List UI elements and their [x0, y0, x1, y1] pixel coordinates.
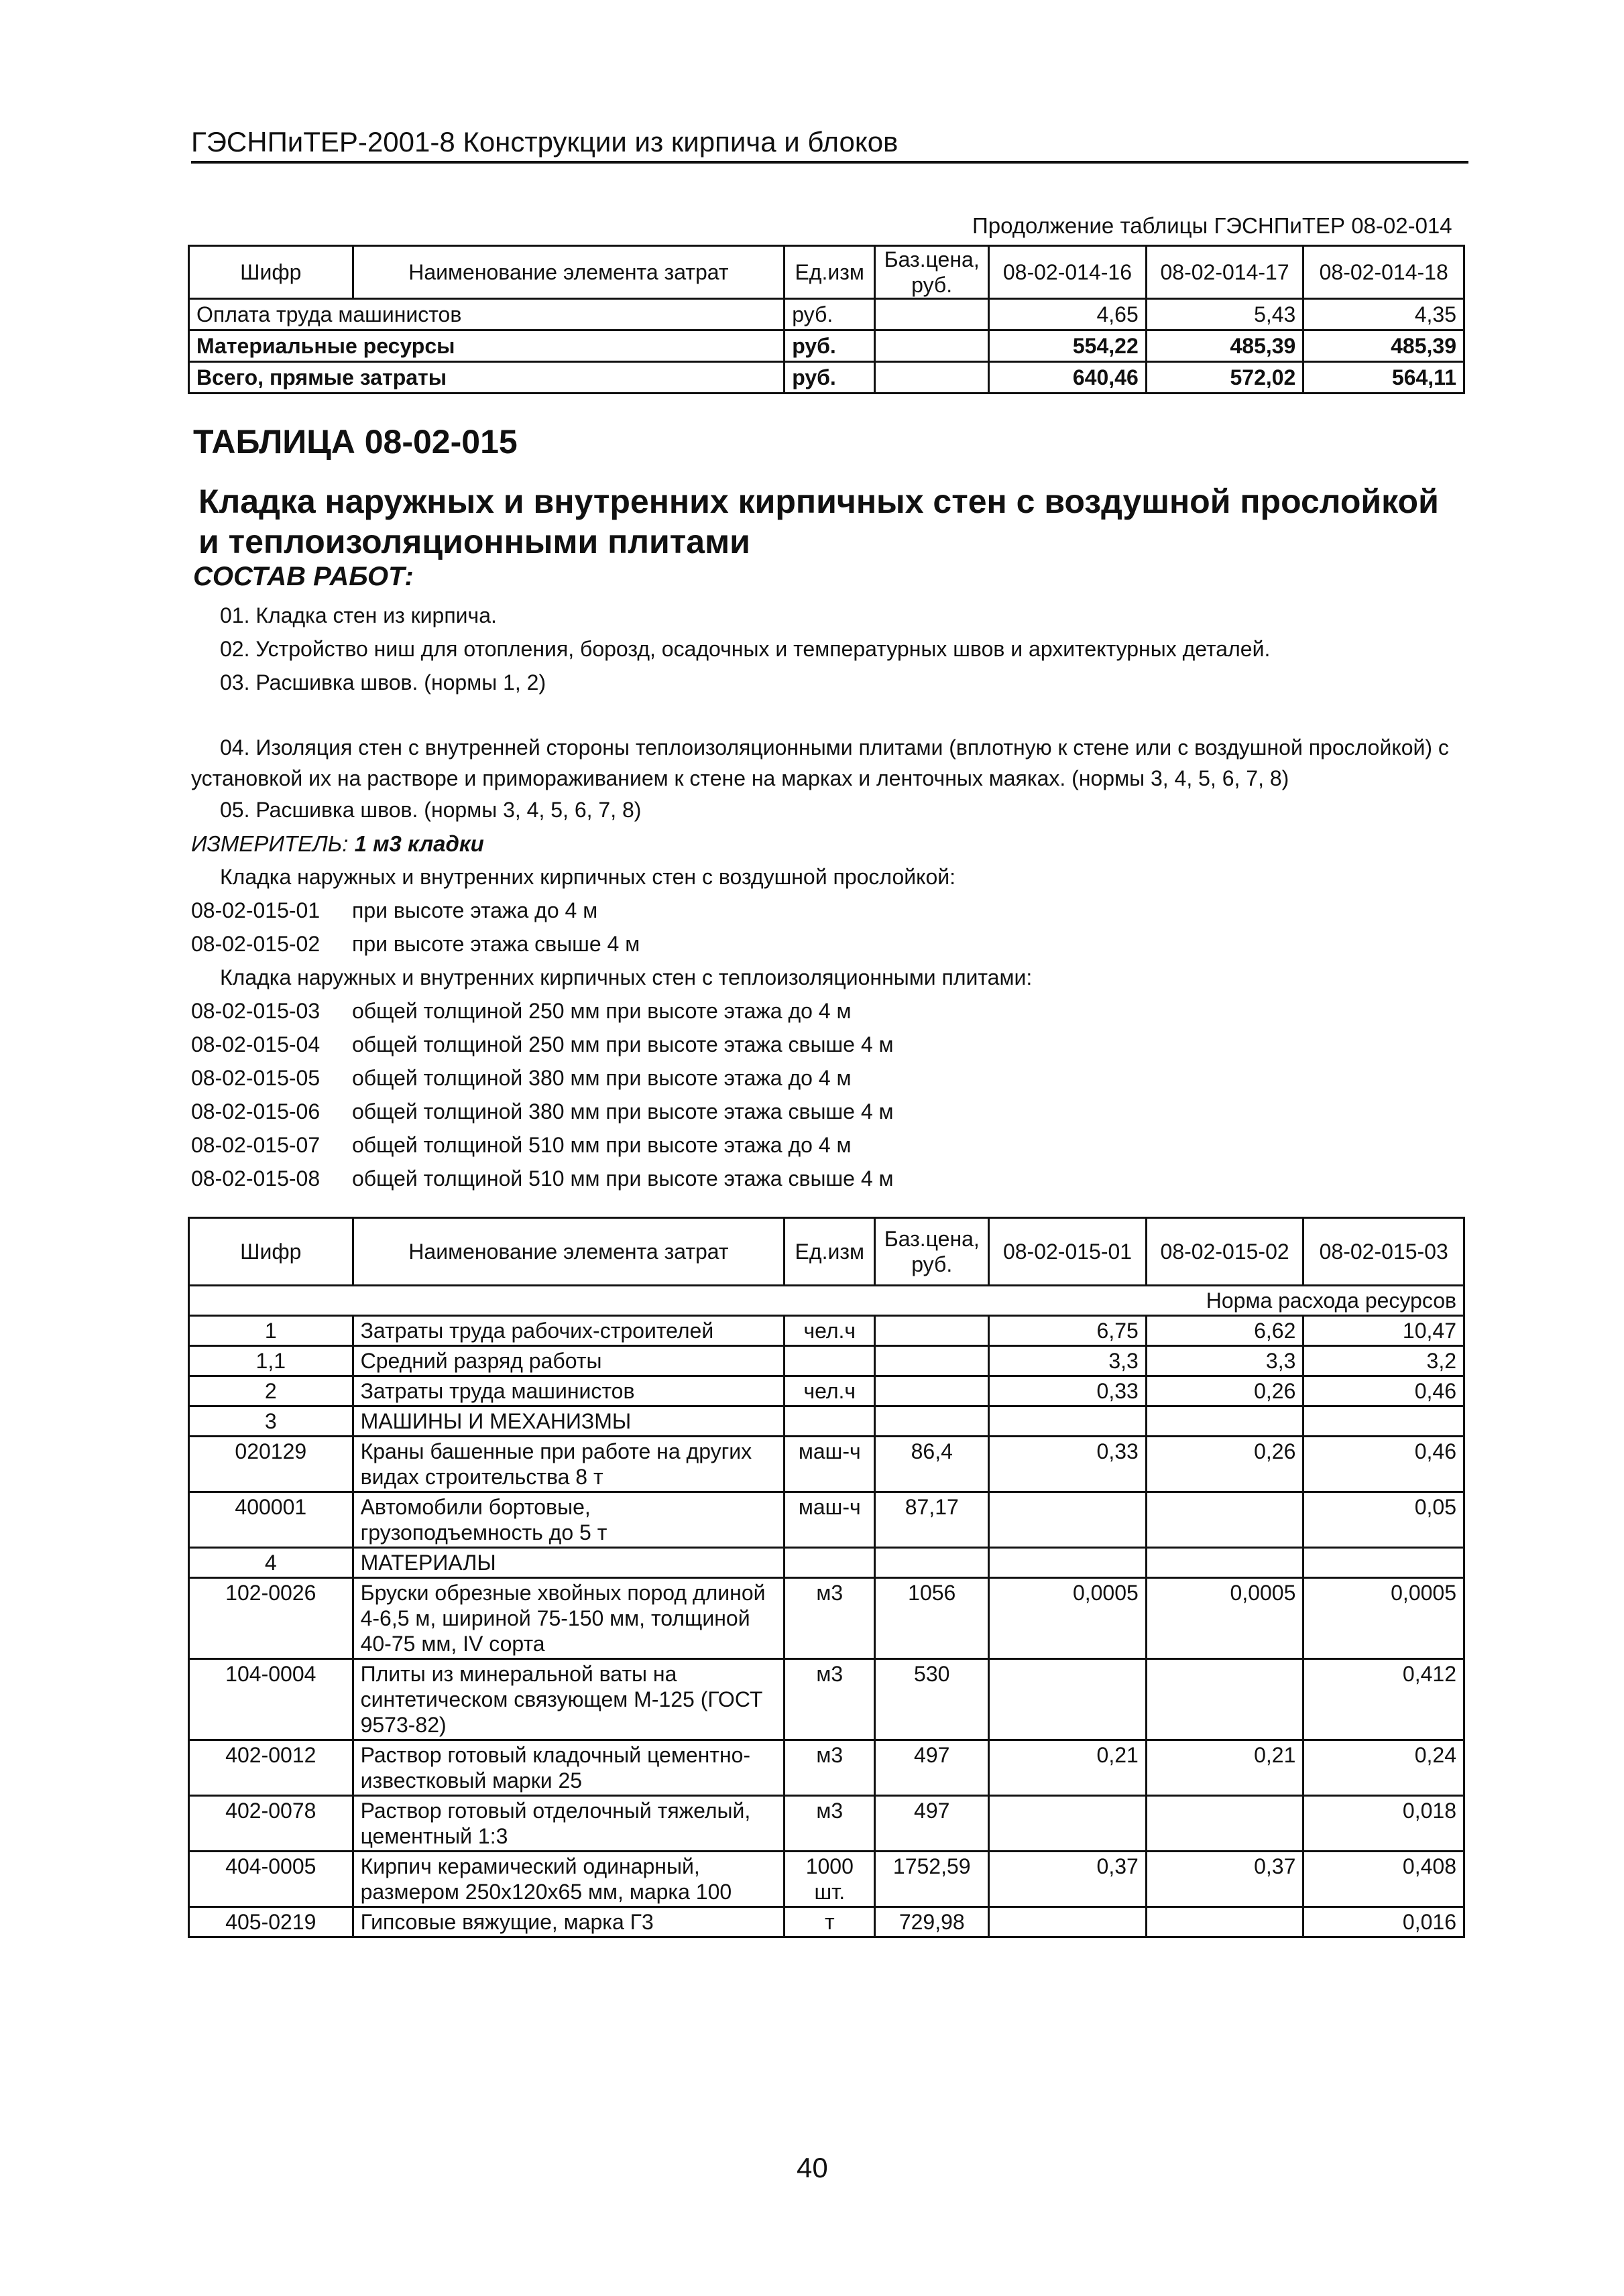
- row-name: Раствор готовый кладочный цементно-известковый марки 25: [353, 1740, 785, 1796]
- row-value: 0,37: [1146, 1852, 1303, 1907]
- row-value: [989, 1548, 1147, 1578]
- row-value: 0,37: [989, 1852, 1147, 1907]
- row-value: 0,26: [1146, 1437, 1303, 1492]
- row-unit: [785, 1346, 875, 1376]
- norm-item: [191, 1133, 852, 1158]
- norm-code: 08-02-015-08: [191, 1166, 321, 1191]
- row-unit: маш-ч: [785, 1492, 875, 1548]
- resource-body: [189, 1316, 1464, 1937]
- table-row: [189, 330, 1464, 362]
- norm-code: 08-02-015-06: [191, 1099, 321, 1124]
- norm-text: общей толщиной 510 мм при высоте этажа до 4 м: [352, 1133, 852, 1157]
- measure-line: [191, 831, 484, 857]
- row-value: 0,018: [1303, 1796, 1464, 1852]
- table-row: [189, 1578, 1464, 1659]
- row-code: 400001: [189, 1492, 353, 1548]
- table-row: [189, 1548, 1464, 1578]
- work-item: 02. Устройство ниш для отопления, борозд, осадочных и температурных швов и архитектурных деталей.: [220, 637, 1271, 661]
- measure-label: ИЗМЕРИТЕЛЬ:: [191, 831, 349, 856]
- norm-caption: Норма расхода ресурсов: [189, 1286, 1464, 1316]
- norm-item: [191, 898, 597, 923]
- table-title: ТАБЛИЦА 08-02-015: [193, 423, 518, 461]
- column-header: 08-02-015-01: [989, 1218, 1147, 1286]
- row-name: Краны башенные при работе на других видах строительства 8 т: [353, 1437, 785, 1492]
- row-value: [1146, 1659, 1303, 1740]
- row-value: 485,39: [1303, 330, 1464, 362]
- row-value: 6,62: [1146, 1316, 1303, 1346]
- measure-value: 1 м3 кладки: [354, 831, 484, 856]
- row-name: Кирпич керамический одинарный, размером 250х120х65 мм, марка 100: [353, 1852, 785, 1907]
- row-value: 0,412: [1303, 1659, 1464, 1740]
- table-row: [189, 1852, 1464, 1907]
- work-item: 05. Расшивка швов. (нормы 3, 4, 5, 6, 7, 8): [220, 798, 642, 822]
- row-unit: чел.ч: [785, 1376, 875, 1406]
- row-code: 104-0004: [189, 1659, 353, 1740]
- row-value: 5,43: [1146, 299, 1303, 330]
- row-value: 3,3: [989, 1346, 1147, 1376]
- row-price: 86,4: [875, 1437, 989, 1492]
- row-price: 497: [875, 1796, 989, 1852]
- row-name: МАТЕРИАЛЫ: [353, 1548, 785, 1578]
- row-unit: руб.: [785, 330, 875, 362]
- row-unit: т: [785, 1907, 875, 1937]
- row-code: 404-0005: [189, 1852, 353, 1907]
- page-number: 40: [797, 2152, 828, 2183]
- table-row: [189, 1316, 1464, 1346]
- norm-text: общей толщиной 380 мм при высоте этажа до 4 м: [352, 1066, 852, 1090]
- row-code: 405-0219: [189, 1907, 353, 1937]
- row-unit: [785, 1548, 875, 1578]
- norm-code: 08-02-015-02: [191, 932, 321, 956]
- row-unit: [785, 1406, 875, 1437]
- norm-item: [191, 1099, 894, 1124]
- table-row: [189, 1796, 1464, 1852]
- row-value: 0,016: [1303, 1907, 1464, 1937]
- norm-item: [191, 1166, 894, 1191]
- norm-text: общей толщиной 380 мм при высоте этажа свыше 4 м: [352, 1099, 894, 1124]
- table-row: [189, 362, 1464, 394]
- row-value: 640,46: [989, 362, 1147, 394]
- column-header: Баз.цена, руб.: [875, 1218, 989, 1286]
- row-value: 564,11: [1303, 362, 1464, 394]
- row-price: [875, 362, 989, 394]
- column-header: Ед.изм: [785, 246, 875, 299]
- table-row: [189, 299, 1464, 330]
- row-value: 4,65: [989, 299, 1147, 330]
- row-name: Затраты труда машинистов: [353, 1376, 785, 1406]
- norm-code: 08-02-015-04: [191, 1032, 321, 1056]
- row-unit: руб.: [785, 362, 875, 394]
- work-item: 01. Кладка стен из кирпича.: [220, 603, 497, 627]
- table-row: [189, 1907, 1464, 1937]
- continuation-caption: Продолжение таблицы ГЭСНПиТЕР 08-02-014: [972, 213, 1452, 238]
- row-price: 1752,59: [875, 1852, 989, 1907]
- column-header: Ед.изм: [785, 1218, 875, 1286]
- row-value: 0,21: [989, 1740, 1147, 1796]
- row-value: 0,0005: [1146, 1578, 1303, 1659]
- row-name: Автомобили бортовые, грузоподъемность до 5 т: [353, 1492, 785, 1548]
- row-name: Гипсовые вяжущие, марка Г3: [353, 1907, 785, 1937]
- row-value: [1303, 1406, 1464, 1437]
- row-price: [875, 1406, 989, 1437]
- norm-text: при высоте этажа до 4 м: [352, 898, 598, 922]
- row-value: [1146, 1406, 1303, 1437]
- row-name: Плиты из минеральной ваты на синтетическом связующем М-125 (ГОСТ 9573-82): [353, 1659, 785, 1740]
- work-item: 04. Изоляция стен с внутренней стороны теплоизоляционными плитами (вплотную к стене или с воздушной прослойкой) с установкой их на растворе и примораживанием к стене на марках и ленточных маяках. (нормы 3, 4, 5, 6, 7, 8): [191, 735, 1449, 790]
- column-header: Шифр: [189, 1218, 353, 1286]
- row-price: 729,98: [875, 1907, 989, 1937]
- norm-group-title: Кладка наружных и внутренних кирпичных стен с теплоизоляционными плитами:: [220, 965, 1033, 989]
- row-value: [989, 1406, 1147, 1437]
- norm-item: [191, 1032, 894, 1057]
- row-name: Затраты труда рабочих-строителей: [353, 1316, 785, 1346]
- row-value: 572,02: [1146, 362, 1303, 394]
- row-unit: м3: [785, 1796, 875, 1852]
- norm-text: общей толщиной 250 мм при высоте этажа до 4 м: [352, 999, 852, 1023]
- norm-text: при высоте этажа свыше 4 м: [352, 932, 640, 956]
- row-value: 0,0005: [1303, 1578, 1464, 1659]
- row-value: [1146, 1796, 1303, 1852]
- row-value: [1146, 1492, 1303, 1548]
- row-value: 0,46: [1303, 1376, 1464, 1406]
- page-header: ГЭСНПиТЕР-2001-8 Конструкции из кирпича и блоков: [191, 126, 898, 158]
- column-header: 08-02-015-03: [1303, 1218, 1464, 1286]
- row-value: 0,24: [1303, 1740, 1464, 1796]
- norm-item: [191, 999, 852, 1024]
- work-item: 03. Расшивка швов. (нормы 1, 2): [220, 670, 546, 694]
- row-value: [989, 1796, 1147, 1852]
- table-row: [189, 1376, 1464, 1406]
- row-unit: м3: [785, 1578, 875, 1659]
- table-row: [189, 1437, 1464, 1492]
- row-value: 485,39: [1146, 330, 1303, 362]
- row-unit: чел.ч: [785, 1316, 875, 1346]
- row-code: 020129: [189, 1437, 353, 1492]
- row-value: [989, 1659, 1147, 1740]
- row-name: Бруски обрезные хвойных пород длиной 4-6,5 м, шириной 75-150 мм, толщиной 40-75 мм, IV сорта: [353, 1578, 785, 1659]
- row-code: 3: [189, 1406, 353, 1437]
- norm-text: общей толщиной 510 мм при высоте этажа свыше 4 м: [352, 1166, 894, 1191]
- row-value: 0,0005: [989, 1578, 1147, 1659]
- row-value: [1146, 1548, 1303, 1578]
- row-code: 4: [189, 1548, 353, 1578]
- row-price: [875, 299, 989, 330]
- norm-text: общей толщиной 250 мм при высоте этажа свыше 4 м: [352, 1032, 894, 1056]
- column-header: 08-02-015-02: [1146, 1218, 1303, 1286]
- row-unit: 1000 шт.: [785, 1852, 875, 1907]
- row-name: Средний разряд работы: [353, 1346, 785, 1376]
- row-value: 10,47: [1303, 1316, 1464, 1346]
- column-header: 08-02-014-16: [989, 246, 1147, 299]
- norm-item: [191, 932, 640, 957]
- row-name: Материальные ресурсы: [189, 330, 785, 362]
- row-value: 6,75: [989, 1316, 1147, 1346]
- row-value: 4,35: [1303, 299, 1464, 330]
- row-name: Раствор готовый отделочный тяжелый, цементный 1:3: [353, 1796, 785, 1852]
- row-unit: м3: [785, 1740, 875, 1796]
- row-price: 530: [875, 1659, 989, 1740]
- row-value: 0,21: [1146, 1740, 1303, 1796]
- continuation-table: [188, 245, 1465, 394]
- norm-group-title: Кладка наружных и внутренних кирпичных стен с воздушной прослойкой:: [220, 865, 956, 889]
- works-title: СОСТАВ РАБОТ:: [193, 562, 414, 591]
- row-unit: маш-ч: [785, 1437, 875, 1492]
- row-price: [875, 1548, 989, 1578]
- column-header: Баз.цена, руб.: [875, 246, 989, 299]
- row-value: 0,33: [989, 1376, 1147, 1406]
- row-value: [989, 1907, 1147, 1937]
- table-row: [189, 1406, 1464, 1437]
- row-value: 554,22: [989, 330, 1147, 362]
- row-unit: руб.: [785, 299, 875, 330]
- column-header: 08-02-014-18: [1303, 246, 1464, 299]
- row-name: Оплата труда машинистов: [189, 299, 785, 330]
- row-value: 0,46: [1303, 1437, 1464, 1492]
- row-code: 402-0078: [189, 1796, 353, 1852]
- row-value: [1146, 1907, 1303, 1937]
- row-value: 0,05: [1303, 1492, 1464, 1548]
- row-value: [1303, 1548, 1464, 1578]
- row-code: 1: [189, 1316, 353, 1346]
- row-value: 0,33: [989, 1437, 1147, 1492]
- norm-code: 08-02-015-05: [191, 1066, 321, 1090]
- norm-code: 08-02-015-07: [191, 1133, 321, 1157]
- row-price: [875, 1376, 989, 1406]
- table-row: [189, 1659, 1464, 1740]
- row-value: 3,3: [1146, 1346, 1303, 1376]
- header-rule: [191, 161, 1468, 164]
- row-price: 497: [875, 1740, 989, 1796]
- column-header: Шифр: [189, 246, 353, 299]
- row-name: МАШИНЫ И МЕХАНИЗМЫ: [353, 1406, 785, 1437]
- table-subtitle: Кладка наружных и внутренних кирпичных стен с воздушной прослойкой и теплоизоляционными плитами: [198, 483, 1439, 560]
- row-code: 102-0026: [189, 1578, 353, 1659]
- column-header: 08-02-014-17: [1146, 246, 1303, 299]
- row-value: [989, 1492, 1147, 1548]
- row-code: 402-0012: [189, 1740, 353, 1796]
- row-code: 2: [189, 1376, 353, 1406]
- row-name: Всего, прямые затраты: [189, 362, 785, 394]
- row-price: 1056: [875, 1578, 989, 1659]
- row-value: 0,408: [1303, 1852, 1464, 1907]
- resource-table: [188, 1217, 1465, 1938]
- row-price: [875, 1346, 989, 1376]
- norm-caption-row: [189, 1286, 1464, 1316]
- row-value: 3,2: [1303, 1346, 1464, 1376]
- table-row: [189, 1492, 1464, 1548]
- row-value: 0,26: [1146, 1376, 1303, 1406]
- norm-item: [191, 1066, 852, 1091]
- column-header: Наименование элемента затрат: [353, 246, 785, 299]
- norm-code: 08-02-015-03: [191, 999, 321, 1023]
- row-price: 87,17: [875, 1492, 989, 1548]
- column-header: Наименование элемента затрат: [353, 1218, 785, 1286]
- table-row: [189, 1346, 1464, 1376]
- norm-code: 08-02-015-01: [191, 898, 321, 922]
- continuation-header-row: [189, 246, 1464, 299]
- row-price: [875, 330, 989, 362]
- row-unit: м3: [785, 1659, 875, 1740]
- row-price: [875, 1316, 989, 1346]
- table-row: [189, 1740, 1464, 1796]
- resource-header-row: [189, 1218, 1464, 1286]
- row-code: 1,1: [189, 1346, 353, 1376]
